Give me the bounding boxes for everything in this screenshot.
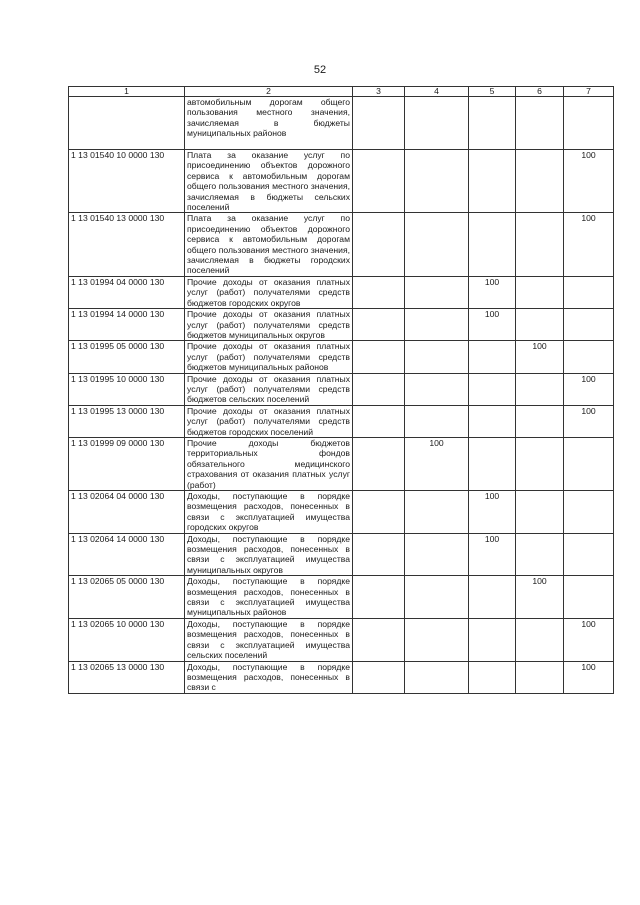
- row-value-col7: 100: [564, 213, 614, 276]
- row-name: Доходы, поступающие в порядке возмещения расходов, понесенных в связи с эксплуатацией имущества муниципальных районов: [185, 576, 353, 619]
- column-header-5: 5: [469, 87, 516, 97]
- row-value-col7: [564, 533, 614, 576]
- row-value-col6: [516, 373, 564, 405]
- table-row: [69, 150, 614, 213]
- row-value-col3: [353, 341, 405, 373]
- row-value-col4: [405, 97, 469, 150]
- row-value-col7: [564, 576, 614, 619]
- row-value-col7: [564, 309, 614, 341]
- column-header-1: 1: [69, 87, 185, 97]
- row-value-col6: [516, 661, 564, 693]
- budget-revenue-table: [68, 86, 614, 694]
- row-value-col3: [353, 576, 405, 619]
- row-value-col7: 100: [564, 150, 614, 213]
- row-code: 1 13 01540 13 0000 130: [69, 213, 185, 276]
- table-row: [69, 309, 614, 341]
- row-name: Прочие доходы от оказания платных услуг (работ) получателями средств бюджетов городских поселений: [185, 405, 353, 437]
- row-value-col6: 100: [516, 341, 564, 373]
- row-value-col5: [469, 661, 516, 693]
- table-row-continued: [69, 97, 614, 150]
- table-row: [69, 491, 614, 534]
- row-value-col5: [469, 576, 516, 619]
- row-code: 1 13 02064 04 0000 130: [69, 491, 185, 534]
- row-value-col6: [516, 533, 564, 576]
- row-name: Прочие доходы от оказания платных услуг (работ) получателями средств бюджетов муниципальных районов: [185, 341, 353, 373]
- row-value-col7: [564, 341, 614, 373]
- row-value-col3: [353, 533, 405, 576]
- table-body: [69, 97, 614, 694]
- row-name: Прочие доходы от оказания платных услуг (работ) получателями средств бюджетов городских округов: [185, 276, 353, 308]
- column-header-6: 6: [516, 87, 564, 97]
- column-header-4: 4: [405, 87, 469, 97]
- row-value-col4: [405, 491, 469, 534]
- row-value-col4: [405, 661, 469, 693]
- row-code: 1 13 01994 04 0000 130: [69, 276, 185, 308]
- row-value-col5: 100: [469, 276, 516, 308]
- column-header-7: 7: [564, 87, 614, 97]
- row-value-col3: [353, 97, 405, 150]
- row-code: 1 13 01995 13 0000 130: [69, 405, 185, 437]
- row-value-col3: [353, 437, 405, 490]
- table-row: [69, 618, 614, 661]
- row-name: Прочие доходы от оказания платных услуг (работ) получателями средств бюджетов муниципальных округов: [185, 309, 353, 341]
- row-value-col6: [516, 491, 564, 534]
- row-value-col4: [405, 150, 469, 213]
- row-name: Доходы, поступающие в порядке возмещения расходов, понесенных в связи с эксплуатацией имущества сельских поселений: [185, 618, 353, 661]
- row-name: Плата за оказание услуг по присоединению объектов дорожного сервиса к автомобильным дорогам общего пользования местного значения, зачисляемая в бюджеты городских поселений: [185, 213, 353, 276]
- row-value-col5: [469, 618, 516, 661]
- row-value-col4: [405, 618, 469, 661]
- row-value-col4: 100: [405, 437, 469, 490]
- row-value-col5: 100: [469, 309, 516, 341]
- row-value-col6: [516, 97, 564, 150]
- row-value-col5: [469, 97, 516, 150]
- row-value-col4: [405, 405, 469, 437]
- row-value-col3: [353, 491, 405, 534]
- row-code: 1 13 02065 05 0000 130: [69, 576, 185, 619]
- row-value-col3: [353, 276, 405, 308]
- row-code: 1 13 01995 05 0000 130: [69, 341, 185, 373]
- table-row: [69, 533, 614, 576]
- row-value-col5: 100: [469, 533, 516, 576]
- column-header-2: 2: [185, 87, 353, 97]
- row-value-col3: [353, 150, 405, 213]
- row-value-col4: [405, 373, 469, 405]
- row-value-col7: 100: [564, 373, 614, 405]
- row-code: [69, 97, 185, 150]
- row-code: 1 13 01994 14 0000 130: [69, 309, 185, 341]
- row-code: 1 13 02065 13 0000 130: [69, 661, 185, 693]
- row-value-col6: 100: [516, 576, 564, 619]
- table-row: [69, 576, 614, 619]
- row-value-col4: [405, 533, 469, 576]
- row-name: Доходы, поступающие в порядке возмещения расходов, понесенных в связи с эксплуатацией имущества муниципальных округов: [185, 533, 353, 576]
- row-value-col5: [469, 373, 516, 405]
- row-value-col5: [469, 150, 516, 213]
- row-value-col4: [405, 341, 469, 373]
- row-value-col5: [469, 437, 516, 490]
- header-row: [69, 87, 614, 97]
- row-value-col4: [405, 276, 469, 308]
- row-value-col5: [469, 341, 516, 373]
- table-row: [69, 661, 614, 693]
- row-value-col7: 100: [564, 618, 614, 661]
- row-value-col3: [353, 661, 405, 693]
- row-name: автомобильным дорогам общего пользования местного значения, зачисляемая в бюджеты муниципальных районов: [185, 97, 353, 150]
- table-row: [69, 276, 614, 308]
- row-value-col5: [469, 405, 516, 437]
- row-value-col6: [516, 618, 564, 661]
- table-row: [69, 213, 614, 276]
- row-value-col6: [516, 437, 564, 490]
- row-code: 1 13 01995 10 0000 130: [69, 373, 185, 405]
- row-value-col7: 100: [564, 661, 614, 693]
- row-value-col3: [353, 618, 405, 661]
- row-value-col4: [405, 213, 469, 276]
- row-value-col5: 100: [469, 491, 516, 534]
- table-row: [69, 405, 614, 437]
- row-value-col6: [516, 276, 564, 308]
- row-value-col7: [564, 97, 614, 150]
- row-name: Прочие доходы бюджетов территориальных фондов обязательного медицинского страхования от оказания платных услуг (работ): [185, 437, 353, 490]
- row-value-col7: 100: [564, 405, 614, 437]
- row-value-col5: [469, 213, 516, 276]
- table-row: [69, 437, 614, 490]
- table-row: [69, 373, 614, 405]
- row-code: 1 13 02064 14 0000 130: [69, 533, 185, 576]
- row-value-col7: [564, 491, 614, 534]
- row-name: Прочие доходы от оказания платных услуг (работ) получателями средств бюджетов сельских поселений: [185, 373, 353, 405]
- row-value-col4: [405, 309, 469, 341]
- row-code: 1 13 02065 10 0000 130: [69, 618, 185, 661]
- row-name: Доходы, поступающие в порядке возмещения расходов, понесенных в связи с эксплуатацией имущества городских округов: [185, 491, 353, 534]
- row-value-col3: [353, 309, 405, 341]
- row-code: 1 13 01540 10 0000 130: [69, 150, 185, 213]
- row-value-col3: [353, 213, 405, 276]
- row-code: 1 13 01999 09 0000 130: [69, 437, 185, 490]
- row-value-col6: [516, 213, 564, 276]
- row-value-col6: [516, 405, 564, 437]
- page-number: 52: [313, 64, 327, 76]
- row-name: Плата за оказание услуг по присоединению объектов дорожного сервиса к автомобильным дорогам общего пользования местного значения, зачисляемая в бюджеты сельских поселений: [185, 150, 353, 213]
- row-value-col3: [353, 373, 405, 405]
- row-value-col6: [516, 150, 564, 213]
- row-value-col7: [564, 437, 614, 490]
- column-header-3: 3: [353, 87, 405, 97]
- table-row: [69, 341, 614, 373]
- row-value-col3: [353, 405, 405, 437]
- row-name: Доходы, поступающие в порядке возмещения расходов, понесенных в связи с: [185, 661, 353, 693]
- row-value-col7: [564, 276, 614, 308]
- row-value-col6: [516, 309, 564, 341]
- row-value-col4: [405, 576, 469, 619]
